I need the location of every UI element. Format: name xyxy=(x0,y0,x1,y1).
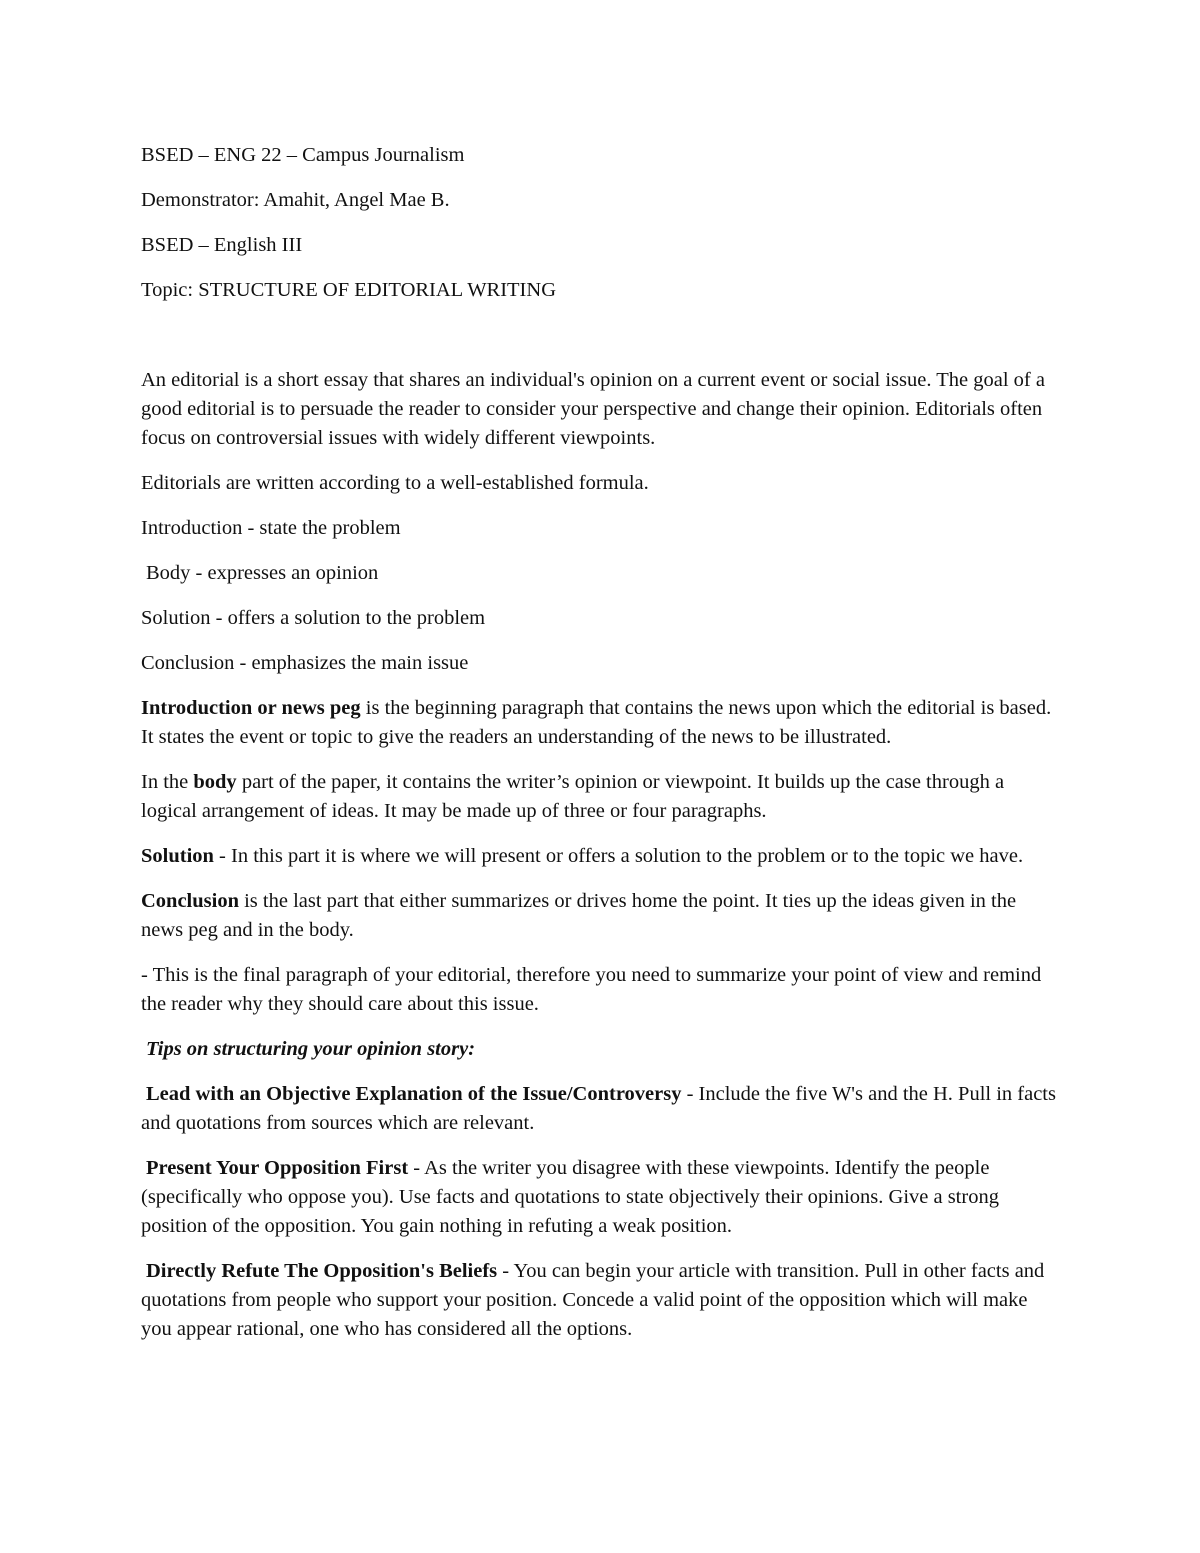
introduction-text: is the beginning paragraph that contains the news upon which the editorial is based. It states the event or topic to give the readers an understanding of the news to be illustrated. xyxy=(141,697,1052,748)
formula-item-conclusion: Conclusion - emphasizes the main issue xyxy=(141,652,469,674)
tip-opposition-text: - As the writer you disagree with these viewpoints. Identify the people (specifically who oppose you). Use facts and quotations to state objectively their opinions. Give a strong position of the opposition. You gain nothing in refuting a weak position. xyxy=(141,1157,999,1237)
spacer xyxy=(141,321,1061,366)
conclusion-term: Conclusion xyxy=(141,890,239,912)
tip-lead-term: Lead with an Objective Explanation of the Issue/Controversy xyxy=(146,1083,682,1105)
body-paragraph xyxy=(141,768,1061,826)
course-line: BSED – ENG 22 – Campus Journalism xyxy=(141,144,465,166)
tip-item-refute xyxy=(141,1257,1061,1344)
body-prefix: In the xyxy=(141,771,194,793)
document-content xyxy=(141,141,1061,1360)
demonstrator-line: Demonstrator: Amahit, Angel Mae B. xyxy=(141,189,450,211)
tips-heading xyxy=(141,1035,1061,1064)
topic-line: Topic: STRUCTURE OF EDITORIAL WRITING xyxy=(141,279,556,301)
body-term: body xyxy=(193,771,237,793)
formula-item-body: Body - expresses an opinion xyxy=(146,562,379,584)
formula-intro-paragraph: Editorials are written according to a well-established formula. xyxy=(141,472,649,494)
body-text: part of the paper, it contains the writer’s opinion or viewpoint. It builds up the case through a logical arrangement of ideas. It may be made up of three or four paragraphs. xyxy=(141,771,1005,822)
conclusion-text: is the last part that either summarizes or drives home the point. It ties up the ideas given in the news peg and in the body. xyxy=(141,890,1017,941)
intro-paragraph: An editorial is a short essay that shares an individual's opinion on a current event or social issue. The goal of a good editorial is to persuade the reader to consider your perspective and change their opinion. Editorials often focus on controversial issues with widely different viewpoints. xyxy=(141,369,1045,449)
conclusion-note-paragraph: - This is the final paragraph of your editorial, therefore you need to summarize your point of view and remind the reader why they should care about this issue. xyxy=(141,964,1042,1015)
formula-item-solution: Solution - offers a solution to the problem xyxy=(141,607,486,629)
introduction-paragraph xyxy=(141,694,1061,752)
solution-text: - In this part it is where we will present or offers a solution to the problem or to the topic we have. xyxy=(213,845,1024,867)
tips-heading-text: Tips on structuring your opinion story: xyxy=(146,1038,476,1060)
tip-refute-term: Directly Refute The Opposition's Beliefs xyxy=(146,1260,498,1282)
tip-item-lead xyxy=(141,1080,1061,1138)
introduction-term: Introduction or news peg xyxy=(141,697,361,719)
solution-term: Solution xyxy=(141,845,214,867)
tip-lead-text: - Include the five W's and the H. Pull in facts and quotations from sources which are relevant. xyxy=(141,1083,1056,1134)
formula-item-introduction: Introduction - state the problem xyxy=(141,517,401,539)
tip-refute-text: - You can begin your article with transition. Pull in other facts and quotations from people who support your position. Concede a valid point of the opposition which will make you appear rational, one who has considered all the options. xyxy=(141,1260,1045,1340)
conclusion-paragraph xyxy=(141,887,1061,945)
solution-paragraph xyxy=(141,842,1061,871)
section-line: BSED – English III xyxy=(141,234,303,256)
tip-item-opposition xyxy=(141,1154,1061,1241)
tip-opposition-term: Present Your Opposition First xyxy=(146,1157,409,1179)
